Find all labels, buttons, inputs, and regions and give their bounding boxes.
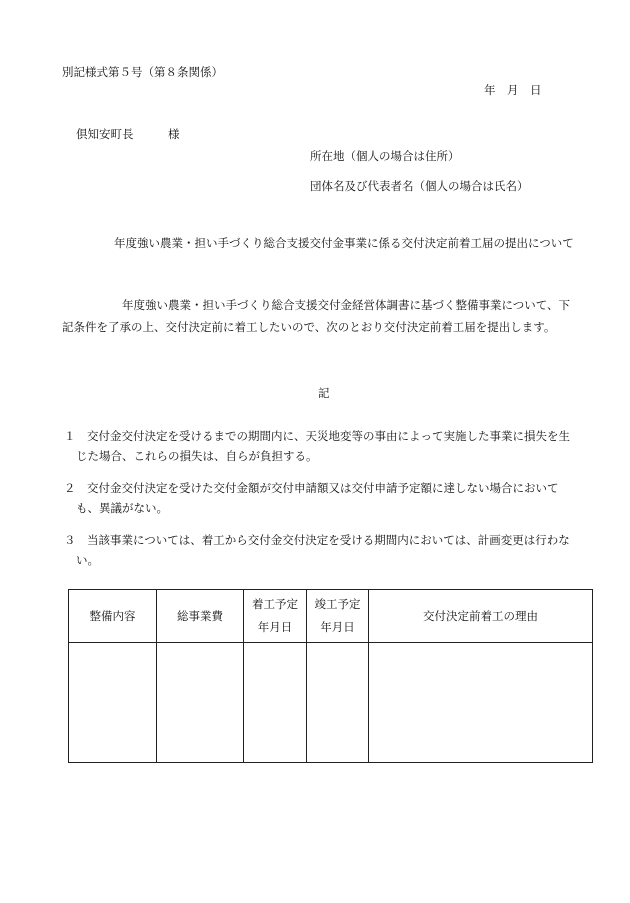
- header-completion-date-line2: 年月日: [320, 620, 355, 634]
- condition-item: [64, 426, 570, 466]
- body-text: [62, 294, 570, 338]
- header-start-date-line1: 着工予定: [252, 597, 298, 611]
- cell-completion-date[interactable]: [307, 643, 369, 763]
- header-completion-date: [307, 590, 369, 643]
- addressee: 倶知安町長 様: [76, 127, 180, 141]
- document-subject: 年度強い農業・担い手づくり総合支援交付金事業に係る交付決定前着工届の提出について: [114, 236, 574, 250]
- form-number: 別記様式第５号（第８条関係）: [62, 65, 223, 79]
- condition-line: ３ 当該事業については、着工から交付金交付決定を受ける期間内においては、計画変更は行わな: [64, 533, 570, 547]
- header-reason: 交付決定前着工の理由: [369, 590, 593, 643]
- construction-table: [68, 589, 593, 763]
- applicant-address-label: 所在地（個人の場合は住所）: [310, 149, 460, 163]
- condition-line: も、異議がない。: [76, 501, 168, 515]
- header-completion-date-line1: 竣工予定: [314, 597, 361, 611]
- table-header-row: [69, 590, 593, 643]
- condition-line: ２ 交付金交付決定を受けた交付金額が交付申請額又は交付申請予定額に達しない場合において: [64, 481, 559, 495]
- applicant-name-label: 団体名及び代表者名（個人の場合は氏名）: [310, 179, 529, 193]
- cell-total-cost[interactable]: [157, 643, 244, 763]
- cell-start-date[interactable]: [244, 643, 307, 763]
- condition-item: [64, 478, 559, 518]
- header-maintenance-content: 整備内容: [69, 590, 157, 643]
- date-line: 年 月 日: [484, 83, 542, 97]
- condition-line: １ 交付金交付決定を受けるまでの期間内に、天災地変等の事由によって実施した事業に損失を生: [64, 429, 570, 443]
- cell-maintenance-content[interactable]: [69, 643, 157, 763]
- header-total-cost: 総事業費: [157, 590, 244, 643]
- body-line-2: 記条件を了承の上、交付決定前に着工したいので、次のとおり交付決定前着工届を提出します。: [62, 320, 556, 334]
- cell-reason[interactable]: [369, 643, 593, 763]
- condition-line: い。: [76, 553, 99, 567]
- ki-heading: 記: [318, 386, 330, 400]
- table-row: [69, 643, 593, 763]
- condition-item: [64, 530, 570, 570]
- header-start-date: [244, 590, 307, 643]
- body-line-1: 年度強い農業・担い手づくり総合支援交付金経営体調書に基づく整備事業について、下: [122, 298, 571, 312]
- header-start-date-line2: 年月日: [257, 620, 293, 634]
- condition-line: じた場合、これらの損失は、自らが負担する。: [76, 449, 318, 463]
